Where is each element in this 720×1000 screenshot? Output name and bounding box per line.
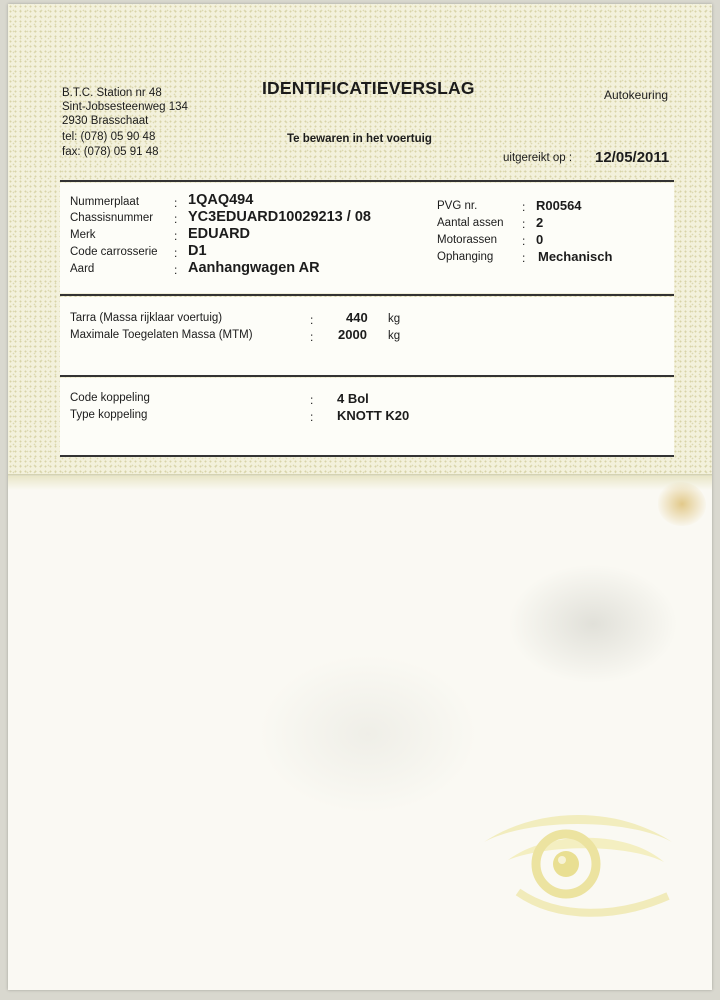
- colon: :: [522, 200, 526, 214]
- chassis-label: Chassisnummer: [70, 212, 154, 224]
- coupling-code-label: Code koppeling: [70, 392, 150, 404]
- station-city: 2930 Brasschaat: [62, 115, 149, 127]
- smudge: [508, 564, 678, 684]
- colon: :: [310, 313, 314, 327]
- axles-label: Aantal assen: [437, 217, 504, 229]
- colon: :: [310, 330, 314, 344]
- station-street: Sint-Jobsesteenweg 134: [62, 101, 188, 113]
- issued-date: 12/05/2011: [595, 149, 670, 166]
- station-name: B.T.C. Station nr 48: [62, 87, 162, 99]
- tare-unit: kg: [388, 313, 401, 325]
- type-label: Aard: [70, 263, 95, 275]
- plate-label: Nummerplaat: [70, 196, 140, 208]
- brand-value: EDUARD: [188, 226, 251, 242]
- body-code-label: Code carrosserie: [70, 246, 158, 258]
- tare-value: 440: [346, 310, 368, 325]
- colon: :: [174, 246, 178, 260]
- brand-label: Merk: [70, 229, 96, 241]
- mtm-label: Maximale Toegelaten Massa (MTM): [70, 329, 253, 341]
- pvg-value: R00564: [536, 198, 582, 213]
- document-category: Autokeuring: [604, 88, 669, 102]
- colon: :: [522, 217, 526, 231]
- coupling-type-label: Type koppeling: [70, 409, 148, 421]
- colon: :: [174, 229, 178, 243]
- coupling-type-value: KNOTT K20: [337, 408, 410, 423]
- suspension-value: Mechanisch: [538, 249, 613, 264]
- colon: :: [522, 251, 526, 265]
- divider: [60, 294, 674, 296]
- station-tel: tel: (078) 05 90 48: [62, 131, 156, 143]
- colon: :: [310, 393, 314, 407]
- suspension-label: Ophanging: [437, 251, 494, 263]
- motor-axles-label: Motorassen: [437, 234, 498, 246]
- coupling-code-value: 4 Bol: [337, 391, 369, 406]
- smudge: [258, 654, 478, 814]
- colon: :: [174, 196, 178, 210]
- document-title: IDENTIFICATIEVERSLAG: [262, 78, 475, 98]
- divider: [60, 375, 674, 377]
- keep-in-vehicle-note: Te bewaren in het voertuig: [287, 133, 432, 145]
- colon: :: [174, 263, 178, 277]
- colon: :: [174, 212, 178, 226]
- pvg-label: PVG nr.: [437, 200, 478, 212]
- chassis-value: YC3EDUARD10029213 / 08: [188, 209, 371, 225]
- station-fax: fax: (078) 05 91 48: [62, 146, 159, 158]
- stain: [658, 482, 706, 526]
- mtm-unit: kg: [388, 330, 401, 342]
- plate-value: 1QAQ494: [188, 192, 254, 208]
- eye-logo-icon: [478, 800, 678, 930]
- body-code-value: D1: [188, 243, 207, 259]
- colon: :: [522, 234, 526, 248]
- issued-label: uitgereikt op :: [503, 152, 573, 164]
- divider: [60, 180, 674, 182]
- divider: [60, 455, 674, 457]
- tare-label: Tarra (Massa rijklaar voertuig): [70, 312, 223, 324]
- axles-value: 2: [536, 215, 544, 230]
- mtm-value: 2000: [338, 327, 367, 342]
- type-value: Aanhangwagen AR: [188, 260, 320, 276]
- colon: :: [310, 410, 314, 424]
- motor-axles-value: 0: [536, 232, 544, 247]
